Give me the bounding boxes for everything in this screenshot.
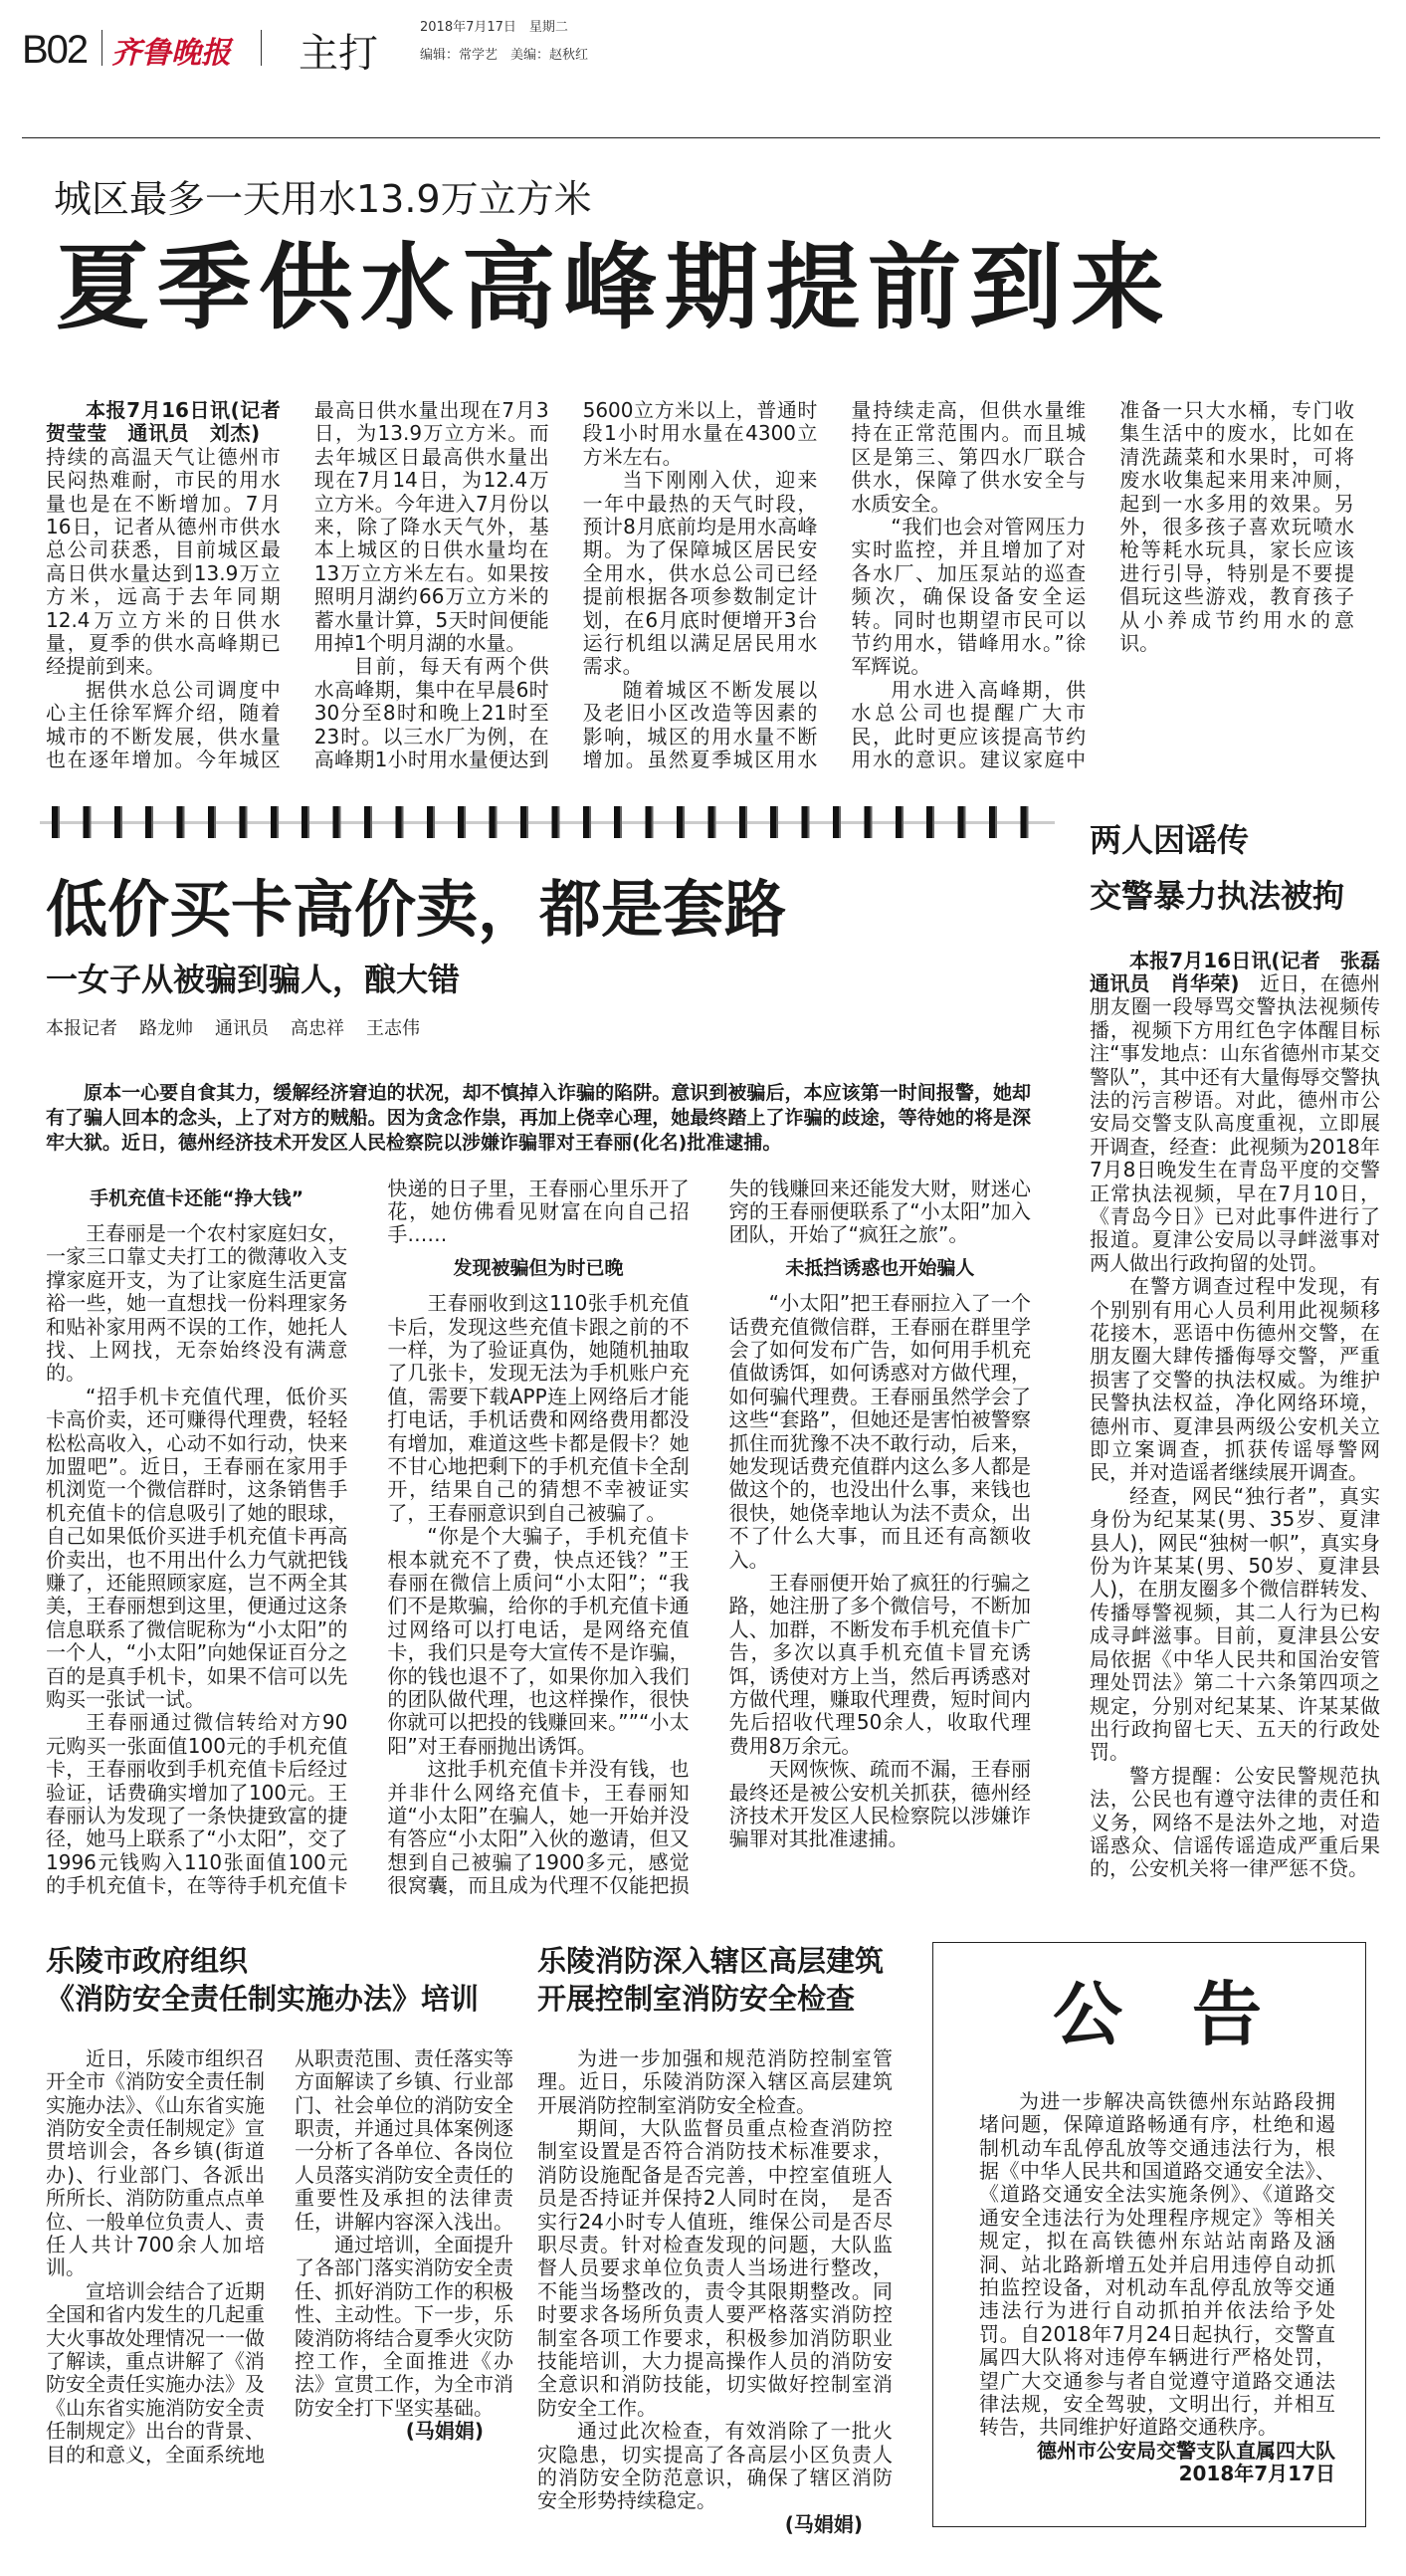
byline-name: 高忠祥 bbox=[291, 1017, 344, 1039]
page-number: B02 bbox=[22, 28, 88, 72]
bottom-row bbox=[46, 1942, 1380, 2537]
paragraph: 警方提醒：公安民警规范执法，公民也有遵守法律的责任和义务，网络不是法外之地，对造谣惑众、信谣传谣造成严重后果的，公安机关将一律严惩不贷。 bbox=[1090, 1763, 1380, 1881]
paragraph: 通过此次检查，有效消除了一批火灾隐患，切实提高了各高层小区负责人的消防安全防范意识，确保了辖区消防安全形势持续稳定。 bbox=[537, 2419, 893, 2513]
section-name: 主打 bbox=[299, 31, 378, 77]
paragraph bbox=[46, 398, 301, 679]
byline-role: 通讯员 bbox=[215, 1017, 269, 1039]
paragraph: 据供水总公司调度中心主任徐军辉介绍，随着城市的不断发展，供水量也在逐年增加。今年城区最高日供水量出现在7月3日，为13.9万立方米。而去年城区日最高供水量出现在7月14日，为12.4万立方米。今年进入7月份以来，除了降水天气外，基本上城区的日供水量均在13万立方米左右。如果按照明月湖约66万立方米的蓄水量计算，5天时间便能用掉1个明月湖的水量。 bbox=[46, 398, 549, 772]
rumor-article bbox=[1090, 806, 1400, 1881]
rumor-article-body bbox=[1090, 948, 1400, 1881]
byline-name: 路龙帅 bbox=[139, 1017, 193, 1039]
inspection-title-line1: 乐陵消防深入辖区高层建筑 bbox=[537, 1943, 885, 1978]
subheading: 发现被骗但为时已晚 bbox=[453, 1256, 624, 1279]
spiral-binding bbox=[46, 806, 1046, 838]
rumor-title-line2: 交警暴力执法被拘 bbox=[1090, 876, 1345, 915]
notice-column bbox=[932, 1942, 1366, 2527]
dateline: 本报7月16日讯(记者 张磊 通讯员 肖华荣) bbox=[1090, 948, 1400, 995]
author: (马娟娟) bbox=[784, 2511, 863, 2536]
page-header bbox=[0, 0, 1406, 138]
training-article bbox=[46, 1942, 513, 2467]
public-notice-box bbox=[932, 1942, 1366, 2527]
paragraph: 经查，网民“独行者”，真实身份为纪某某(男、35岁、夏津县人)，网民“独树一帜”，真实身份为许某某(男、50岁、夏津县人)，在朋友圈多个微信群转发、传播辱警视频，其二人行为已构成寻衅滋事。目前，夏津县公安局依据《中华人民共和国治安管理处罚法》第二十六条第四项之规定，分别对纪某某、许某某做出行政拘留七天、五天的行政处罚。 bbox=[1090, 1483, 1380, 1765]
middle-row bbox=[46, 806, 1400, 1898]
notice-body bbox=[979, 2090, 1335, 2486]
divider bbox=[101, 30, 102, 66]
rumor-title-line1: 两人因谣传 bbox=[1090, 820, 1250, 859]
paragraph: 王春丽收到这110张手机充值卡后，发现这些充值卡跟之前的不一样，为了验证真伪，她随机抽取了几张卡，发现无法为手机账户充值，需要下载APP连上网络后才能打电话，手机话费和网络费用都没有增加，难道这些卡都是假卡？她不甘心地把剩下的手机充值卡全刮开，结果自己的猜想不幸被证实了，王春丽意识到自己被骗了。 bbox=[387, 1291, 690, 1525]
author: (马娟娟) bbox=[405, 2419, 484, 2444]
paragraph: 为进一步加强和规范消防控制室管理。近日，乐陵消防深入辖区高层建筑开展消防控制室消防安全检查。 bbox=[537, 2045, 893, 2117]
dateline: 本报7月16日讯(记者 贺莹莹 通讯员 刘杰) bbox=[46, 398, 301, 446]
training-title-line1: 乐陵市政府组织 bbox=[46, 1943, 249, 1978]
paragraph-text: 近日，在德州朋友圈一段辱骂交警执法视频传播，视频下方用红色字体醒目标注“事发地点：山东省德州市某交警队”，其中还有大量侮辱交警执法的污言秽语。对此，德州市公安局交警支队高度重视，立即展开调查，经查：此视频为2018年7月8日晚发生在青岛平度的交警正常执法视频，早在7月10日，《青岛今日》已对此事件进行了报道。夏津公安局以寻衅滋事对两人做出行政拘留的处罚。 bbox=[1090, 970, 1381, 1275]
paragraph bbox=[1090, 948, 1400, 1276]
paragraph: 这批手机充值卡并没有钱，也并非什么网络充值卡，王春丽知道“小太阳”在骗人，她一开始并没有答应“小太阳”入伙的邀请，但又想到自己被骗了1900多元，感觉很窝囊，而且成为代理不仅能把损失的钱赚回来还能发大财，财迷心窍的王春丽便联系了“小太阳”加入团队，开始了“疯狂之旅”。 bbox=[387, 1176, 1031, 1898]
water-article-body bbox=[46, 399, 1354, 772]
notice-date: 2018年7月17日 bbox=[1178, 2462, 1335, 2486]
inspection-article-body bbox=[537, 2047, 893, 2537]
paragraph: 宣培训会结合了近期全国和省内发生的几起重大火事故处理情况一一做了解读，重点讲解了《消防安全责任实施办法》及《山东省实施消防安全责任制规定》出台的背景、目的和意义，全面系统地从职责范围、责任落实等方面解读了乡镇、行业部门、社会单位的消防安全职责，并通过具体案例逐一分析了各单位、各岗位人员落实消防安全责任的重要性及承担的法律责任，讲解内容深入浅出。 bbox=[46, 2045, 513, 2467]
paragraph: 为进一步解决高铁德州东站路段拥堵问题，保障道路畅通有序，杜绝和遏制机动车乱停乱放等交通违法行为，根据《中华人民共和国道路交通安全法》、《道路交通安全法实施条例》、《道路交通安全违法行为处理程序规定》等相关规定，拟在高铁德州东站站南路及涵洞、站北路新增五处并启用违停自动抓拍监控设备，对机动车乱停乱放等交通违法行为进行自动抓拍并依法给予处罚。自2018年7月24日起执行，交警直属四大队将对违停车辆进行严格处罚，望广大交通参与者自觉遵守道路交通法律法规，安全驾驶，文明出行，并相互转告，共同维护好道路交通秩序。 bbox=[979, 2088, 1335, 2440]
inspection-article bbox=[537, 1942, 893, 2537]
paragraph: 随着城区不断发展以及老旧小区改造等因素的影响，城区的用水量不断增加。虽然夏季城区用水量持续走高，但供水量维持在正常范围内。而且城区是第三、第四水厂联合供水，保障了供水安全与水质安全。 bbox=[582, 398, 1087, 772]
paragraph: 在警方调查过程中发现，有个别别有用心人员利用此视频移花接木，恶语中伤德州交警，在朋友圈大肆传播侮辱交警，严重损害了交警的执法权威。为维护民警执法权益，净化网络环境，德州市、夏津县两级公安机关立即立案调查，抓获传谣辱警网民，并对造谣者继续展开调查。 bbox=[1090, 1274, 1380, 1485]
paragraph: 天网恢恢、疏而不漏，王春丽最终还是被公安机关抓获，德州经济技术开发区人民检察院以涉嫌诈骗罪对其批准逮捕。 bbox=[728, 1757, 1031, 1851]
lead-paragraph: 原本一心要自食其力，缓解经济窘迫的状况，却不慎掉入诈骗的陷阱。意识到被骗后，本应该第一时间报警，她却有了骗人回本的念头，上了对方的贼船。因为贪念作祟，再加上侥幸心理，她最终踏上了诈骗的歧途，等待她的将是深牢大狱。近日，德州经济技术开发区人民检察院以涉嫌诈骗罪对王春丽(化名)批准逮捕。 bbox=[46, 1081, 1031, 1154]
paragraph: 通过培训，全面提升了各部门落实消防安全责任、抓好消防工作的积极性、主动性。下一步，乐陵消防将结合夏季火灾防控工作，全面推进《办法》宣贯工作，为全市消防安全打下坚实基础。 bbox=[295, 2232, 513, 2420]
training-title-line2: 《消防安全责任制实施办法》培训 bbox=[46, 1981, 480, 2016]
editors: 编辑：常学艺 美编：赵秋红 bbox=[420, 48, 589, 63]
subheading: 手机充值卡还能“挣大钱” bbox=[90, 1186, 304, 1209]
paragraph: 王春丽通过微信转给对方90元购买一张面值100元的手机充值卡，王春丽收到手机充值卡后经过验证，话费确实增加了100元。王春丽认为发现了一条快捷致富的捷径，她马上联系了“小太阳”，交了1996元钱购入110张面值100元的手机充值卡，在等待手机充值卡快递的日子里，王春丽心里乐开了花，她仿佛看见财富在向自己招手…… bbox=[46, 1176, 690, 1898]
notice-title: 公告 bbox=[1053, 1973, 1331, 2055]
paragraph: 期间，大队监督员重点检查消防控制室设置是否符合消防技术标准要求，消防设施配备是否完善，中控室值班人员是否持证并保持2人同时在岗， 是否实行24小时专人值班，维保公司是否尽职尽责。针对检查发现的问题，大队监督人员要求单位负责人当场进行整改，不能当场整改的，责令其限期整改。同时要求各场所负责人要严格落实消防控制室各项工作要求，积极参加消防职业技能培训，大力提高操作人员的消防安全意识和消防技能，切实做好控制室消防安全工作。 bbox=[537, 2115, 893, 2420]
fraud-article-body bbox=[46, 1178, 1031, 1898]
byline-name: 王志伟 bbox=[366, 1017, 420, 1039]
paragraph: “你是个大骗子，手机充值卡根本就充不了费，快点还钱？”王春丽在微信上质问“小太阳”；“我们不是欺骗，给你的手机充值卡通过网络可以打电话，是网络充值卡，我们只是夸大宣传不是诈骗，你的钱也退不了，如果你加入我们的团队做代理，也这样操作，很快你就可以把投的钱赚回来。””“小太阳”对王春丽抛出诱饵。 bbox=[387, 1524, 690, 1758]
fraud-headline: 低价买卡高价卖，都是套路 bbox=[46, 872, 787, 946]
fraud-subheadline: 一女子从被骗到骗人，酿大错 bbox=[46, 960, 461, 998]
subheading: 未抵挡诱惑也开始骗人 bbox=[785, 1256, 975, 1279]
paragraph: “小太阳”把王春丽拉入了一个话费充值微信群，王春丽在群里学会了如何发布广告，如何用手机充值做诱饵，如何诱惑对方做代理，如何骗代理费。王春丽虽然学会了这些“套路”，但她还是害怕被警察抓住而犹豫不决不敢行动，后来，她发现话费充值群内这么多人都是做这个的，也没出什么事，来钱也很快，她侥幸地认为法不责众，出不了什么大事，而且还有高额收入。 bbox=[728, 1291, 1031, 1572]
newspaper-logo: 齐鲁晚报 bbox=[111, 36, 231, 71]
paragraph-text: 持续的高温天气让德州市民闷热难耐，市民的用水量也是在不断增加。7月16日，记者从德州市供水总公司获悉，目前城区最高日供水量达到13.9万立方米，远高于去年同期12.4万立方米的日供水量，夏季的供水高峰期已经提前到来。 bbox=[46, 421, 281, 679]
paragraph: 当下刚刚入伏，迎来一年中最热的天气时段，预计8月底前均是用水高峰期。为了保障城区居民安全用水，供水总公司已经提前根据各项参数制定计划，在6月底时便增开3台运行机组以满足居民用水需求。 bbox=[582, 468, 818, 679]
paragraph: “招手机卡充值代理，低价买卡高价卖，还可赚得代理费，轻轻松松高收入，心动不如行动，快来加盟吧”。近日，王春丽在家用手机浏览一个微信群时，这条销售手机充值卡的信息吸引了她的眼球，自己如果低价买进手机充值卡再高价卖出，也不用出什么力气就把钱赚了，还能照顾家庭，岂不两全其美，王春丽想到这里，便通过这条信息联系了微信昵称为“小太阳”的一个人，“小太阳”向她保证百分之百的是真手机卡，如果不信可以先购买一张试一试。 bbox=[46, 1384, 348, 1712]
paragraph: 目前，每天有两个供水高峰期，集中在早晨6时30分至8时和晚上21时至23时。以三水厂为例，在高峰期1小时用水量便达到5600立方米以上，普通时段1小时用水量在4300立方米左右。 bbox=[313, 398, 818, 772]
fraud-article bbox=[46, 806, 1031, 1898]
paragraph: 用水进入高峰期，供水总公司也提醒广大市民，此时更应该提高节约用水的意识。建议家庭中准备一只大水桶，专门收集生活中的废水，比如在清洗蔬菜和水果时，可将废水收集起来用来冲厕，起到一水多用的效果。另外，很多孩子喜欢玩喷水枪等耗水玩具，家长应该进行引导，特别是不要提倡玩这些游戏，教育孩子从小养成节约用水的意识。 bbox=[851, 398, 1354, 772]
inspection-title-line2: 开展控制室消防安全检查 bbox=[537, 1981, 856, 2016]
fraud-byline bbox=[46, 1017, 1031, 1041]
header-rule bbox=[22, 137, 1380, 138]
divider bbox=[261, 30, 262, 66]
issue-date: 2018年7月17日 星期二 bbox=[420, 20, 568, 35]
paragraph: 王春丽便开始了疯狂的行骗之路，她注册了多个微信号，不断加人、加群，不断发布手机充值卡广告，多次以真手机充值卡冒充诱饵，诱使对方上当，然后再诱惑对方做代理，赚取代理费，短时间内先后招收代理50余人，收取代理费用8万余元。 bbox=[728, 1571, 1031, 1758]
fraud-lead bbox=[46, 1081, 1031, 1156]
water-kicker: 城区最多一天用水13.9万立方米 bbox=[54, 177, 592, 221]
notice-signature: 德州市公安局交警支队直属四大队 bbox=[1037, 2438, 1335, 2463]
paragraph: “我们也会对管网压力实时监控，并且增加了对各水厂、加压泵站的巡查频次，确保设备安全运转。同时也期望市民可以节约用水，错峰用水。”徐军辉说。 bbox=[851, 515, 1087, 679]
water-headline: 夏季供水高峰期提前到来 bbox=[56, 234, 1173, 342]
paragraph: 近日，乐陵市组织召开全市《消防安全责任制实施办法》、《山东省实施消防安全责任制规定》宣贯培训会，各乡镇(街道办)、行业部门、各派出所所长、消防防重点点单位、一般单位负责人、责任人共计700余人加培训。 bbox=[46, 2045, 265, 2280]
training-article-body bbox=[46, 2047, 513, 2467]
paragraph: 王春丽是一个农村家庭妇女，一家三口靠丈夫打工的微薄收入支撑家庭开支，为了让家庭生活更富裕一些，她一直想找一份料理家务和贴补家用两不误的工作，她托人找、上网找，无奈始终没有满意的。 bbox=[46, 1220, 348, 1386]
spiral-binding-decoration bbox=[46, 806, 1046, 838]
byline-role: 本报记者 bbox=[46, 1017, 117, 1039]
